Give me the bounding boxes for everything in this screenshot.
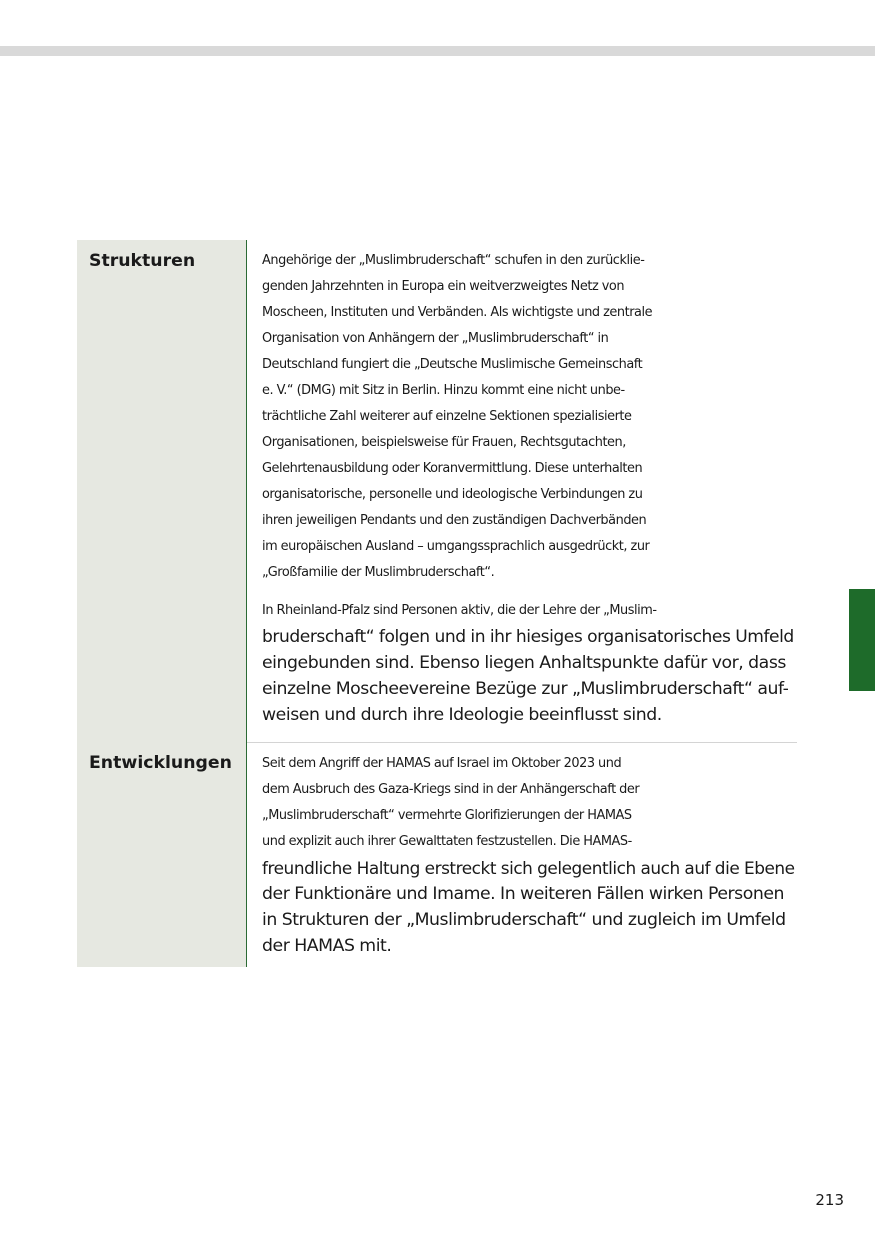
text-line: Gelehrtenausbildung oder Koranvermittlung. Diese unterhalten	[262, 461, 643, 476]
text-line: ihren jeweiligen Pendants und den zuständigen Dachverbänden	[262, 513, 647, 528]
info-table	[77, 240, 797, 967]
text-line: einzelne Moscheevereine Bezüge zur „Muslimbruderschaft“ auf-	[262, 679, 789, 699]
table-row-strukturen	[77, 240, 797, 742]
text-line: „Muslimbruderschaft“ vermehrte Glorifizierungen der HAMAS	[262, 808, 632, 823]
text-line: organisatorische, personelle und ideologische Verbindungen zu	[262, 487, 643, 502]
text-line: der HAMAS mit.	[262, 936, 392, 956]
top-rule	[0, 46, 875, 56]
chapter-tab-marker	[849, 589, 875, 691]
text-line: genden Jahrzehnten in Europa ein weitverzweigtes Netz von	[262, 279, 625, 294]
text-line: Deutschland fungiert die „Deutsche Muslimische Gemeinschaft	[262, 357, 643, 372]
table-row-entwicklungen	[77, 742, 797, 967]
page-number: 213	[815, 1191, 844, 1209]
text-line: Seit dem Angriff der HAMAS auf Israel im Oktober 2023 und	[262, 756, 622, 771]
text-line: Organisationen, beispielsweise für Frauen, Rechtsgutachten,	[262, 435, 626, 450]
text-line: eingebunden sind. Ebenso liegen Anhaltspunkte dafür vor, dass	[262, 653, 786, 673]
text-line: im europäischen Ausland – umgangssprachlich ausgedrückt, zur	[262, 539, 650, 554]
paragraph	[262, 598, 797, 728]
text-line: und explizit auch ihrer Gewalttaten festzustellen. Die HAMAS-	[262, 834, 632, 849]
text-line: e. V.“ (DMG) mit Sitz in Berlin. Hinzu kommt eine nicht unbe-	[262, 383, 625, 398]
paragraph	[262, 248, 797, 586]
paragraph	[262, 751, 797, 959]
text-line: der Funktionäre und Imame. In weiteren Fällen wirken Personen	[262, 884, 785, 904]
text-line: Organisation von Anhängern der „Muslimbruderschaft“ in	[262, 331, 609, 346]
text-line: Angehörige der „Muslimbruderschaft“ schufen in den zurücklie-	[262, 253, 645, 268]
text-line: bruderschaft“ folgen und in ihr hiesiges organisatorisches Umfeld	[262, 627, 794, 647]
row-label: Strukturen	[77, 240, 247, 742]
row-content	[247, 742, 797, 967]
row-label: Entwicklungen	[77, 742, 247, 967]
text-line: dem Ausbruch des Gaza-Kriegs sind in der Anhängerschaft der	[262, 782, 640, 797]
text-line: „Großfamilie der Muslimbruderschaft“.	[262, 565, 495, 580]
text-line: in Strukturen der „Muslimbruderschaft“ und zugleich im Umfeld	[262, 910, 786, 930]
text-line: Moscheen, Instituten und Verbänden. Als wichtigste und zentrale	[262, 305, 653, 320]
text-line: trächtliche Zahl weiterer auf einzelne Sektionen spezialisierte	[262, 409, 632, 424]
text-line: freundliche Haltung erstreckt sich gelegentlich auch auf die Ebene	[262, 858, 795, 878]
row-content	[247, 240, 797, 742]
text-line: In Rheinland-Pfalz sind Personen aktiv, die der Lehre der „Muslim-	[262, 603, 657, 618]
text-line: weisen und durch ihre Ideologie beeinflusst sind.	[262, 705, 662, 725]
